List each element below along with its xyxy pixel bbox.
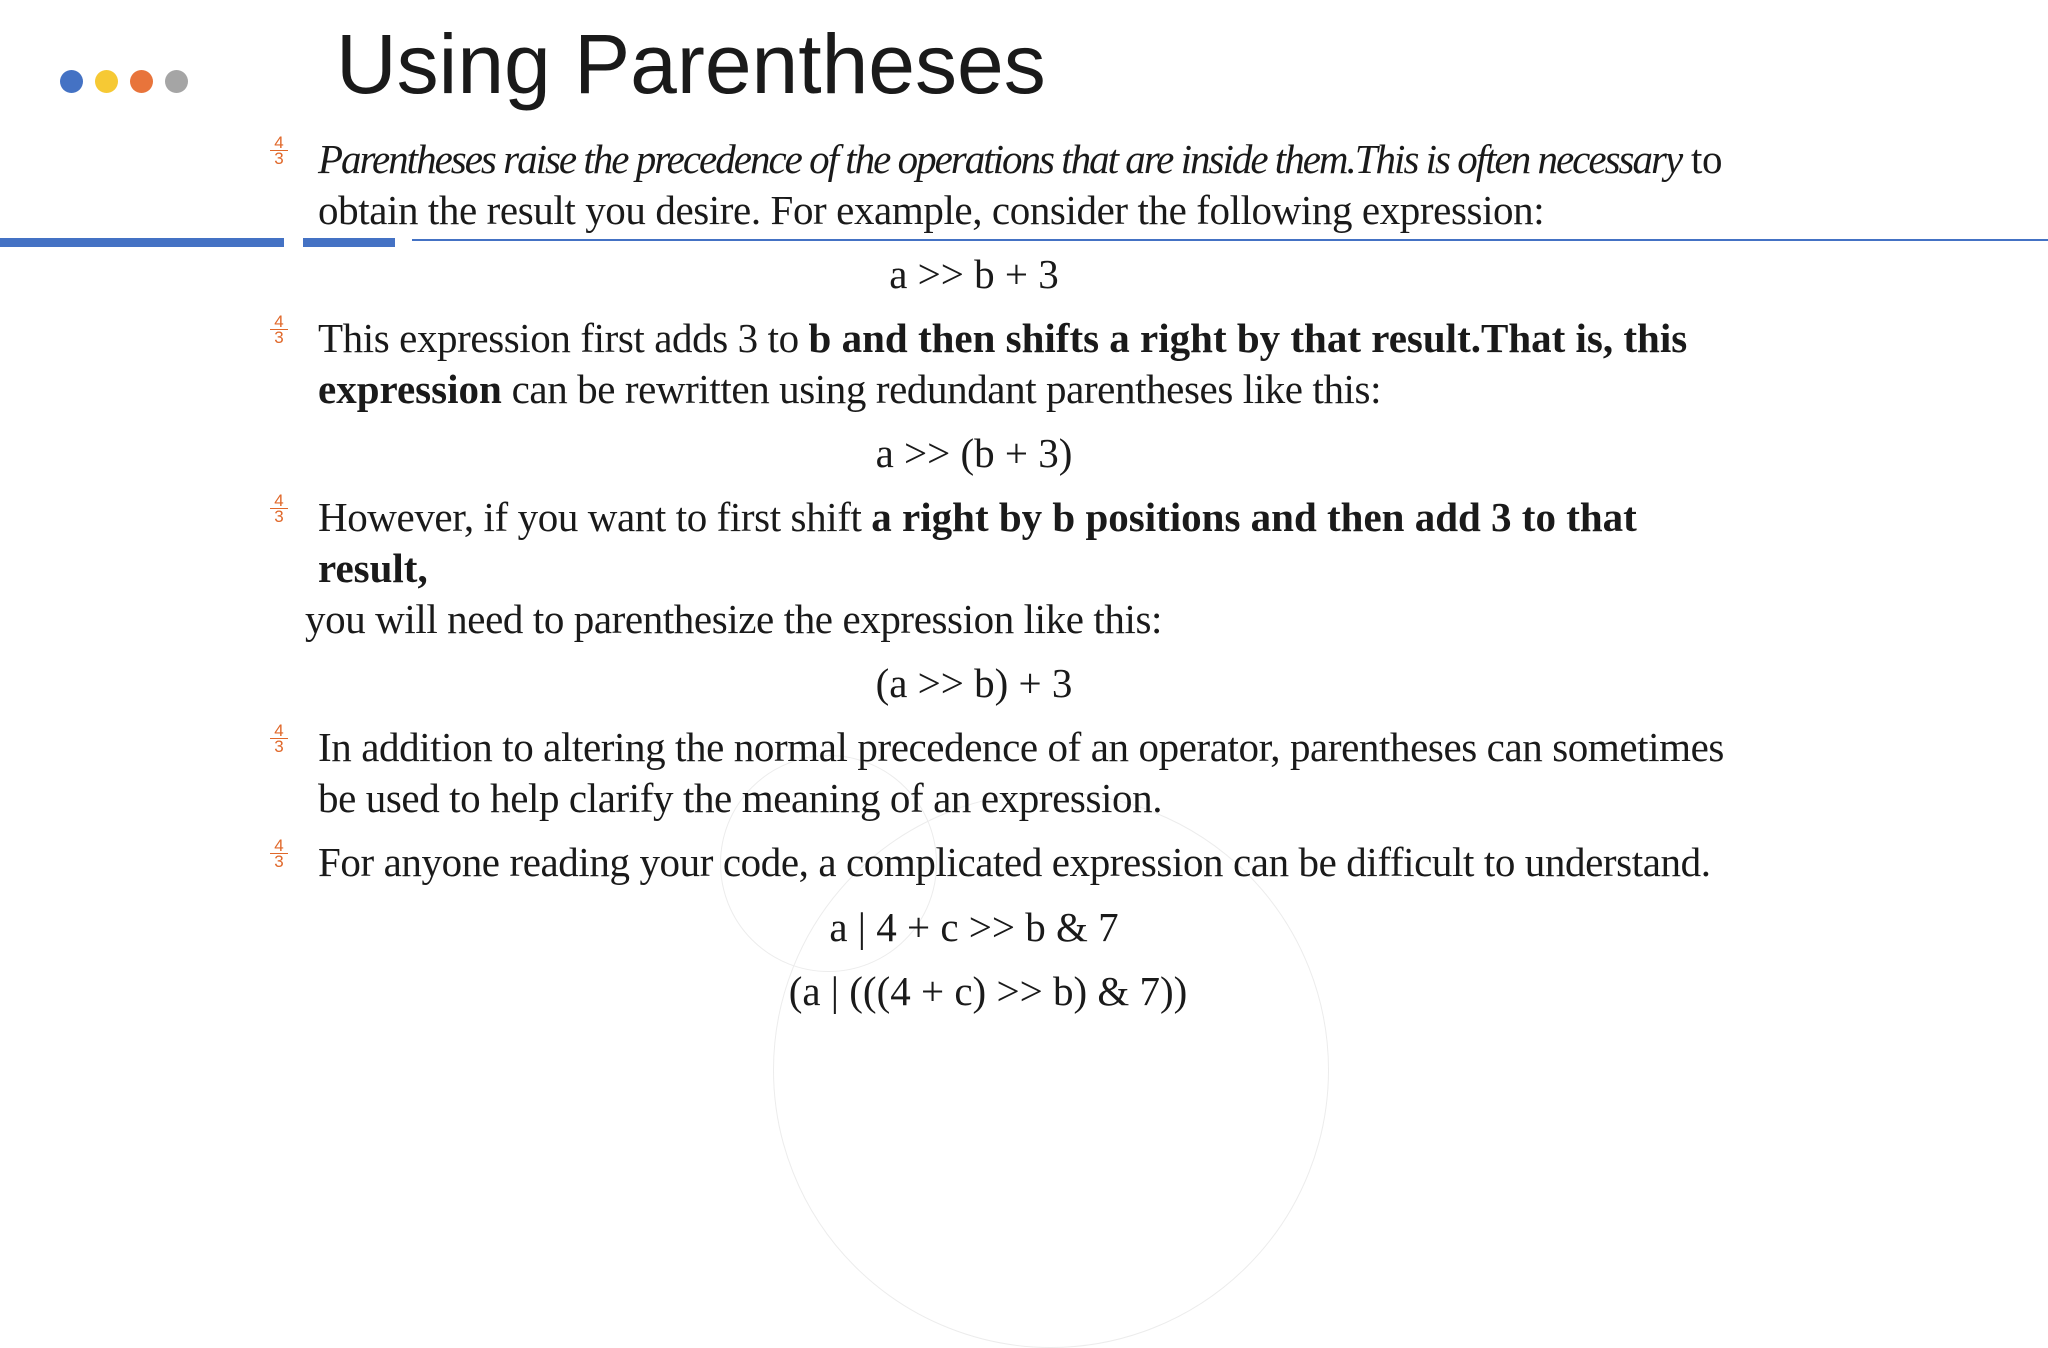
bullet-numerator: 4	[270, 493, 288, 509]
bullet-3-bold-word: result,	[318, 545, 428, 591]
bullet-marker-icon	[270, 723, 288, 754]
formula-1: a >> b + 3	[889, 251, 1059, 297]
formula-3: (a >> b) + 3	[875, 660, 1073, 706]
bullet-3-line-1	[318, 492, 1637, 543]
bullet-marker-icon	[270, 314, 288, 345]
bullet-3-bold-text: a right by b positions and then add 3 to that	[871, 494, 1637, 540]
bullet-3-plain-text: However, if you want to first shift	[318, 494, 872, 540]
bullet-denominator: 3	[274, 328, 284, 347]
bullet-marker-icon	[270, 135, 288, 166]
bullet-2-plain-text: This expression first adds 3 to	[318, 315, 809, 361]
bullet-2-line-2	[318, 364, 1381, 415]
bullet-numerator: 4	[270, 723, 288, 739]
blue-dot-icon	[60, 70, 83, 93]
header-rule-thick-short	[303, 238, 395, 247]
bullet-4-line-1: In addition to altering the normal precedence of an operator, parentheses can sometimes	[318, 724, 1724, 770]
bullet-1-line-1	[318, 134, 1722, 185]
bullet-numerator: 4	[270, 314, 288, 330]
bullet-denominator: 3	[274, 852, 284, 871]
bullet-denominator: 3	[274, 507, 284, 526]
bullet-4-line-2: be used to help clarify the meaning of an expression.	[318, 775, 1163, 821]
accent-dots	[60, 70, 188, 93]
bullet-1-line-2: obtain the result you desire. For example, consider the following expression:	[318, 187, 1545, 233]
bullet-denominator: 3	[274, 149, 284, 168]
formula-2: a >> (b + 3)	[875, 430, 1073, 476]
bullet-marker-icon	[270, 838, 288, 869]
bullet-numerator: 4	[270, 135, 288, 151]
bullet-2-rest-text: can be rewritten using redundant parentheses like this:	[501, 366, 1382, 412]
bullet-1-tail-text: to	[1681, 136, 1723, 182]
yellow-dot-icon	[95, 70, 118, 93]
slide-title: Using Parentheses	[336, 17, 1046, 111]
bullet-numerator: 4	[270, 838, 288, 854]
bullet-denominator: 3	[274, 737, 284, 756]
header-rule-thin	[412, 239, 2048, 241]
bullet-2-bold-text: b and then shifts a right by that result.That is, this	[808, 315, 1688, 361]
bullet-2-line-1	[318, 313, 1687, 364]
orange-dot-icon	[130, 70, 153, 93]
formula-4: a | 4 + c >> b & 7	[829, 904, 1119, 950]
bullet-3-line-2	[318, 543, 428, 594]
formula-5: (a | (((4 + c) >> b) & 7))	[788, 968, 1188, 1014]
bullet-marker-icon	[270, 493, 288, 524]
gray-dot-icon	[165, 70, 188, 93]
bullet-2-bold-word: expression	[318, 366, 502, 412]
header-rule-thick-left	[0, 238, 284, 247]
bullet-5-line-1: For anyone reading your code, a complicated expression can be difficult to understand.	[318, 839, 1711, 885]
bullet-1-italic-text: Parentheses raise the precedence of the operations that are inside them.This is often necessary	[318, 136, 1682, 182]
bullet-3-line-3: you will need to parenthesize the expression like this:	[305, 596, 1162, 642]
